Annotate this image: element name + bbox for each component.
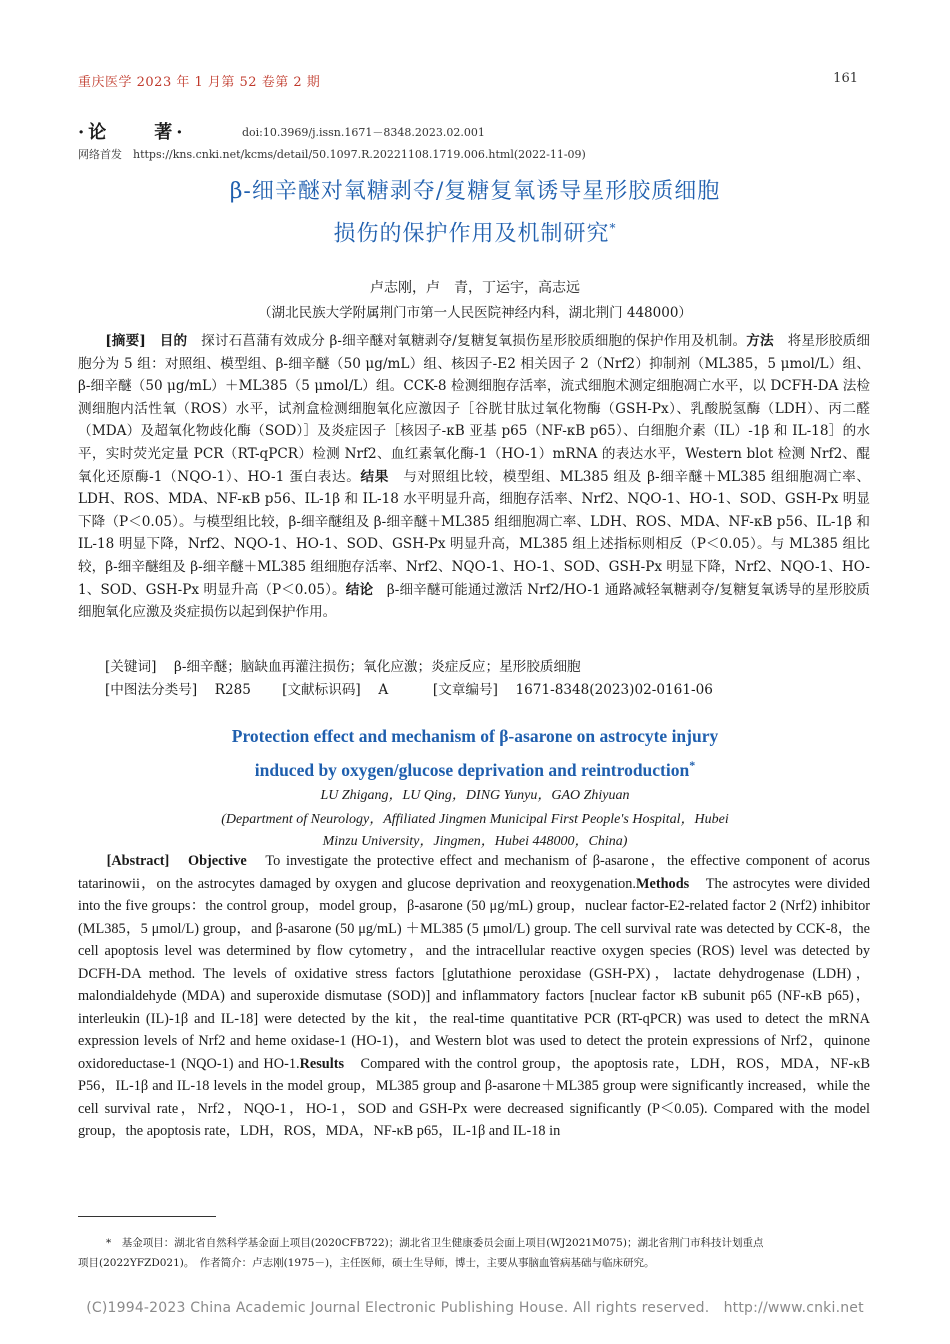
title-en-line-2 [0,751,950,785]
abstract-cn-label: [摘要] [105,333,146,349]
abstract-en [78,850,870,1143]
clc-value: R285 [214,682,251,698]
results-label-cn: 结果 [360,468,389,485]
results-en: Compared with the control group，the apoptosis rate，LDH，ROS，MDA，NF-κB P56，IL-1β and IL-18 levels in the model group，ML385 group and β-asarone＋ML385 group were significantly increased，while the cell survival rate，Nrf2，NQO-1，HO-1，SOD and GSH-Px were decreased significantly (P＜0.05). Compared with the model group，the apoptosis rate，LDH，ROS，MDA，NF-κB p65，IL-1β and IL-18 in [78,1055,871,1139]
authors-en: LU Zhigang，LU Qing，DING Yunyu，GAO Zhiyuan [320,788,630,803]
objective-en: To investigate the protective effect and mechanism of β-asarone，the effective component of acorus tatarinowii，on the astrocytes damaged by oxygen and glucose deprivation and reoxygenation. [78,853,870,892]
objective-label-cn: 目的 [159,333,188,349]
methods-label-en: Methods [636,875,690,892]
keywords-label: [关键词] [105,659,157,675]
footnote-divider [78,1216,216,1217]
title-en-footnote-mark: * [689,758,696,772]
title-cn-line-2 [0,211,950,251]
abstract-cn [78,330,870,624]
methods-label-cn: 方法 [746,333,774,349]
footnote-line-2: 项目(2022YFZD021)。 作者简介：卢志刚(1975－)，主任医师，硕士生导师，博士，主要从事脑血管病基础与临床研究。 [78,1257,655,1269]
column-section-label: ·论 著· [78,122,187,143]
abstract-en-paragraph [78,850,870,1143]
doc-code-label: [文献标识码] [282,682,361,698]
doi-text[interactable]: doi:10.3969/j.issn.1671－8348.2023.02.001 [242,126,485,139]
title-en-line-1: Protection effect and mechanism of β-asarone on astrocyte injury [231,726,719,746]
title-cn-line-2-text: 损伤的保护作用及机制研究 [333,221,610,247]
conclusion-label-cn: 结论 [345,581,374,598]
classification-line [78,679,897,701]
objective-label-en: Objective [187,853,247,869]
title-en-line-2-text: induced by oxygen/glucose deprivation and reintroduction [254,759,690,780]
conclusion-cn: β-细辛醚可能通过激活 Nrf2/HO-1 通路减轻氧糖剥夺/复糖复氧诱导的星形胶质细胞氧化应激及炎症损伤以起到保护作用。 [78,581,871,621]
affiliation-en-line-2: Minzu University，Jingmen，Hubei 448000，China) [322,834,628,849]
article-no-label: [文章编号] [432,682,498,698]
results-label-en: Results [299,1055,345,1072]
title-cn-line-1: β-细辛醚对氧糖剥夺/复糖复氧诱导星形胶质细胞 [229,179,721,204]
journal-issue-header: 重庆医学 2023 年 1 月第 52 卷第 2 期 [78,75,321,90]
authors-cn: 卢志刚，卢 青，丁运宇，高志远 [370,280,580,296]
copyright-notice: (C)1994-2023 China Academic Journal Electronic Publishing House. All rights reserved. http://www.cnki.net [86,1300,864,1316]
objective-cn: 探讨石菖蒲有效成分 β-细辛醚对氧糖剥夺/复糖复氧损伤星形胶质细胞的保护作用及机制。 [201,333,747,349]
abstract-cn-paragraph [78,330,870,624]
online-first-link[interactable]: 网络首发 https://kns.cnki.net/kcms/detail/50.1097.R.20221108.1719.006.html(2022-11-09) [78,148,586,161]
affiliation-cn: （湖北民族大学附属荆门市第一人民医院神经内科，湖北荆门 448000） [258,305,692,321]
methods-en: The astrocytes were divided into the five groups：the control group，model group，β-asarone (50 μg/mL) group，nuclear factor-E2-related factor 2 (Nrf2) inhibitor (ML385，5 μmol/L) group，and β-asarone (50 μg/mL) ＋ML385 (5 μmol/L) group. The cell survival rate was detected by CCK-8，the cell apoptosis level was determined by flow cytometry，and the intracellular reactive oxygen species (ROS) level was detected by DCFH-DA method. The levels of oxidative stress factors [glutathione peroxidase (GSH-PX)，lactate dehydrogenase (LDH)，malondialdehyde (MDA) and superoxide dismutase (SOD)] and inflammatory factors [nuclear factor κB subunit p65 (NF-κB p65)，interleukin (IL)-1β and IL-18] were detected by the kit，the real-time quantitative PCR (RT-qPCR) was used to detect the mRNA expression levels of Nrf2 and heme oxidase-1 (HO-1)，and Western blot was used to detect the protein expressions of Nrf2，quinone oxidoreductase-1 (NQO-1) and HO-1. [78,875,870,1072]
keywords-text: β-细辛醚；脑缺血再灌注损伤；氧化应激；炎症反应；星形胶质细胞 [173,659,581,675]
abstract-en-label: [Abstract] [106,853,170,869]
title-cn-footnote-mark: * [609,221,617,235]
doc-code-value: A [378,682,389,698]
clc-label: [中图法分类号] [105,682,198,698]
methods-cn: 将星形胶质细胞分为 5 组：对照组、模型组、β-细辛醚（50 μg/mL）组、核因子-E2 相关因子 2（Nrf2）抑制剂（ML385，5 μmol/L）组、β-细辛醚（50 μg/mL）＋ML385（5 μmol/L）组。CCK-8 检测细胞存活率，流式细胞术测定细胞凋亡水平，以 DCFH-DA 法检测细胞内活性氧（ROS）水平，试剂盒检测细胞氧化应激因子［谷胱甘肽过氧化物酶（GSH-Px）、乳酸脱氢酶（LDH）、丙二醛（MDA）及超氧化物歧化酶（SOD）］及炎症因子［核因子-κB 亚基 p65（NF-κB p65）、白细胞介素（IL）-1β 和 IL-18］的水平，实时荧光定量 PCR（RT-qPCR）检测 Nrf2、血红素氧化酶-1（HO-1）mRNA 的表达水平，Western blot 检测 Nrf2、醌氧化还原酶-1（NQO-1）、HO-1 蛋白表达。 [78,333,871,485]
keywords-cn [78,656,897,678]
article-no-value: 1671-8348(2023)02-0161-06 [515,682,713,698]
footnote-line-1: * 基金项目：湖北省自然科学基金面上项目(2020CFB722)；湖北省卫生健康委员会面上项目(WJ2021M075)；湖北省荆门市科技计划重点 [106,1237,764,1249]
affiliation-en-line-1: (Department of Neurology，Affiliated Jingmen Municipal First People's Hospital，Hubei [221,812,729,827]
page-number: 161 [833,71,858,86]
results-cn: 与对照组比较，模型组、ML385 组及 β-细辛醚＋ML385 组细胞凋亡率、LDH、ROS、MDA、NF-κB p56、IL-1β 和 IL-18 水平明显升高，细胞存活率、Nrf2、NQO-1、HO-1、SOD、GSH-Px 明显下降（P＜0.05）。与模型组比较，β-细辛醚组及 β-细辛醚＋ML385 组细胞凋亡率、LDH、ROS、MDA、NF-κB p56、IL-1β 和 IL-18 明显下降，Nrf2、NQO-1、HO-1、SOD、GSH-Px 明显升高，ML385 组上述指标则相反（P＜0.05）。与 ML385 组比较，β-细辛醚组及 β-细辛醚＋ML385 组细胞存活率、Nrf2、NQO-1、HO-1、SOD、GSH-Px 明显下降，Nrf2、NQO-1、HO-1、SOD、GSH-Px 明显升高（P＜0.05）。 [78,468,871,598]
